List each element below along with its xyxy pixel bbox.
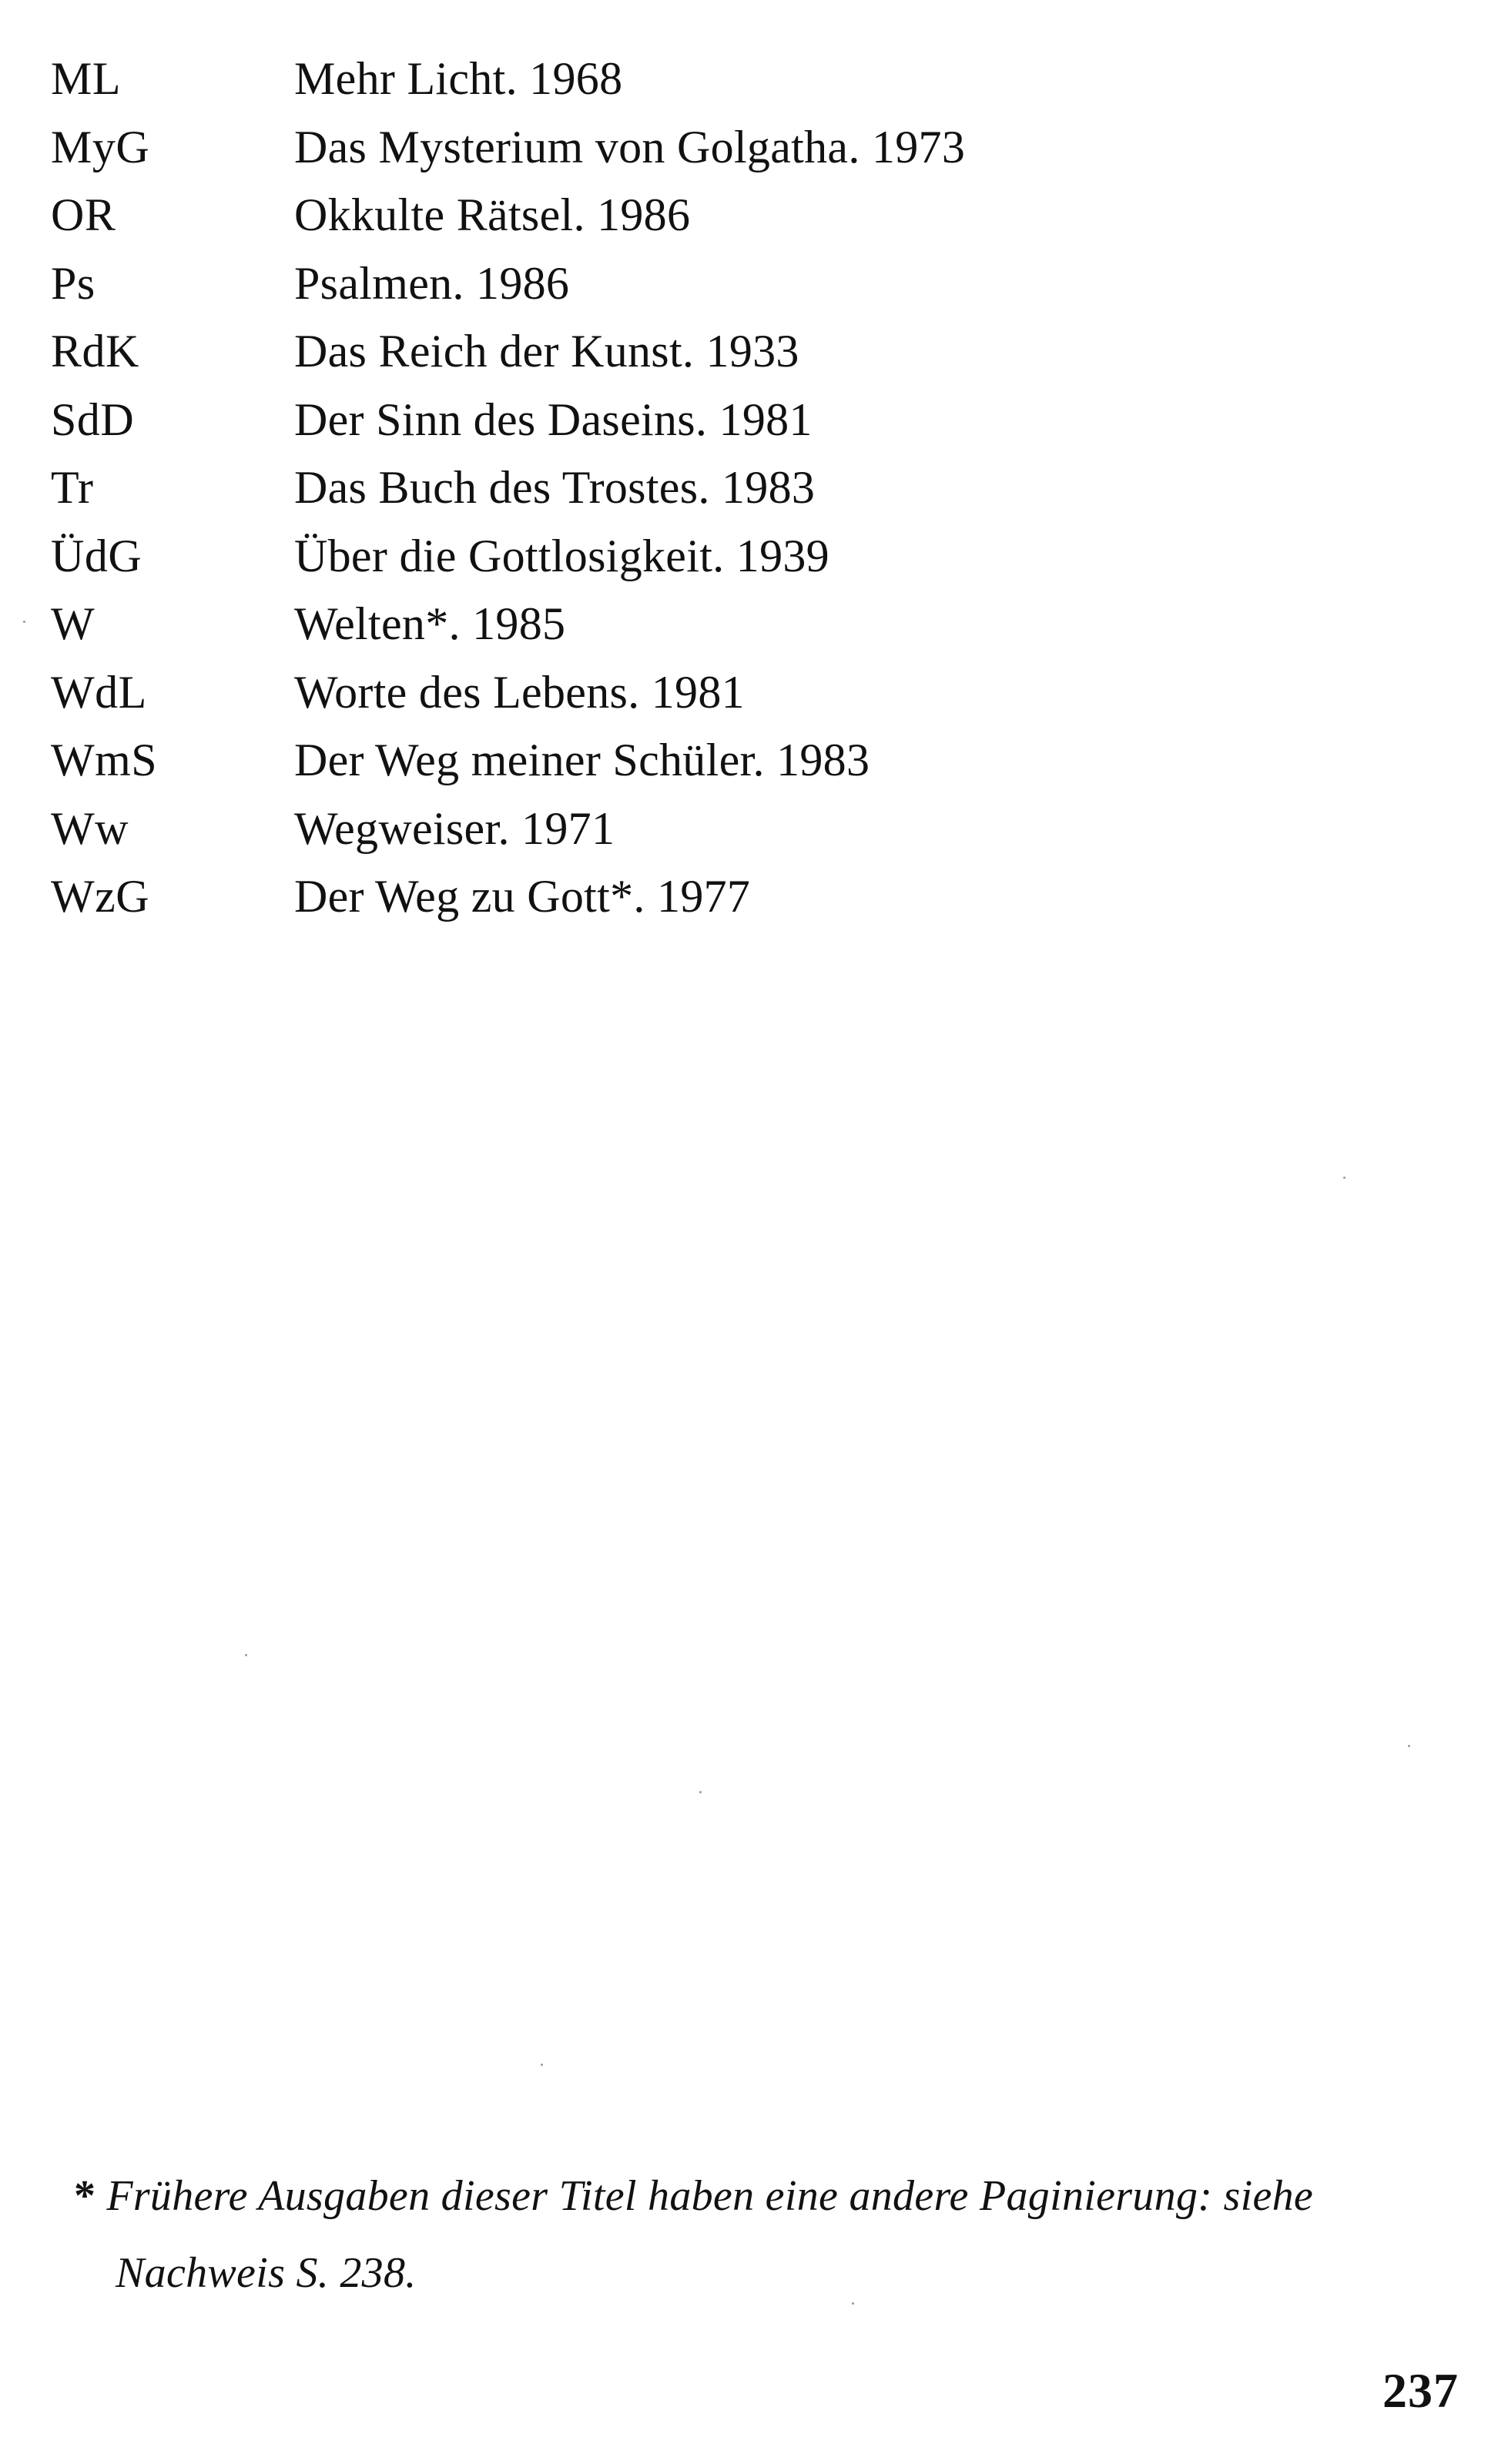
footnote	[74, 2158, 1468, 2312]
abbreviation-title: Okkulte Rätsel. 1986	[294, 189, 691, 240]
abbreviation-row	[51, 658, 1206, 727]
page-number: 237	[1382, 2363, 1459, 2418]
scan-speck	[1343, 1177, 1345, 1179]
abbreviation-key: W	[51, 598, 96, 649]
abbreviation-key: Tr	[51, 462, 94, 513]
abbreviation-key: WmS	[51, 735, 158, 785]
abbreviation-title: Welten*. 1985	[294, 598, 566, 649]
footnote-marker: *	[74, 2172, 96, 2220]
scan-speck	[541, 2064, 543, 2066]
scan-speck	[23, 621, 25, 623]
abbreviation-row	[51, 590, 1206, 658]
abbreviation-key: ML	[51, 53, 121, 104]
abbreviation-key: SdD	[51, 393, 135, 445]
abbreviation-row	[51, 386, 1206, 454]
abbreviation-title: Psalmen. 1986	[294, 257, 570, 309]
abbreviation-key: WzG	[51, 871, 150, 922]
abbreviation-row	[51, 726, 1206, 795]
abbreviation-row	[51, 454, 1206, 522]
scan-speck	[699, 1791, 702, 1793]
abbreviation-key: OR	[51, 189, 116, 240]
abbreviation-title: Das Buch des Trostes. 1983	[294, 462, 816, 513]
abbreviation-key: WdL	[51, 666, 147, 718]
abbreviation-row	[51, 522, 1206, 591]
abbreviation-row	[51, 113, 1206, 182]
abbreviation-row	[51, 181, 1206, 249]
abbreviation-row	[51, 795, 1206, 863]
abbreviation-title: Der Weg zu Gott*. 1977	[294, 871, 751, 922]
scan-speck	[852, 2302, 854, 2305]
abbreviation-key: RdK	[51, 326, 139, 377]
abbreviation-title: Mehr Licht. 1968	[294, 53, 623, 104]
abbreviation-title: Wegweiser. 1971	[294, 802, 615, 854]
abbreviation-title: Der Weg meiner Schüler. 1983	[294, 735, 870, 785]
abbreviation-title: Der Sinn des Daseins. 1981	[294, 393, 813, 445]
abbreviation-key: MyG	[51, 121, 150, 172]
footnote-text-line-2: Nachweis S. 238.	[116, 2249, 417, 2297]
abbreviation-key: Ww	[51, 802, 129, 854]
abbreviation-title: Das Reich der Kunst. 1933	[294, 326, 799, 377]
scan-speck	[1408, 1745, 1410, 1747]
abbreviation-row	[51, 249, 1206, 318]
abbreviation-row	[51, 45, 1206, 113]
footnote-text-line-1: Frühere Ausgaben dieser Titel haben eine andere Paginierung: siehe	[106, 2172, 1314, 2220]
abbreviation-list	[51, 45, 1206, 931]
abbreviation-title: Worte des Lebens. 1981	[294, 666, 745, 718]
abbreviation-row	[51, 317, 1206, 386]
abbreviation-title: Das Mysterium von Golgatha. 1973	[294, 121, 966, 172]
abbreviation-key: Ps	[51, 257, 96, 309]
abbreviation-key: ÜdG	[51, 530, 142, 581]
abbreviation-title: Über die Gottlosigkeit. 1939	[294, 530, 829, 581]
scan-speck	[245, 1654, 247, 1656]
abbreviation-row	[51, 862, 1206, 931]
